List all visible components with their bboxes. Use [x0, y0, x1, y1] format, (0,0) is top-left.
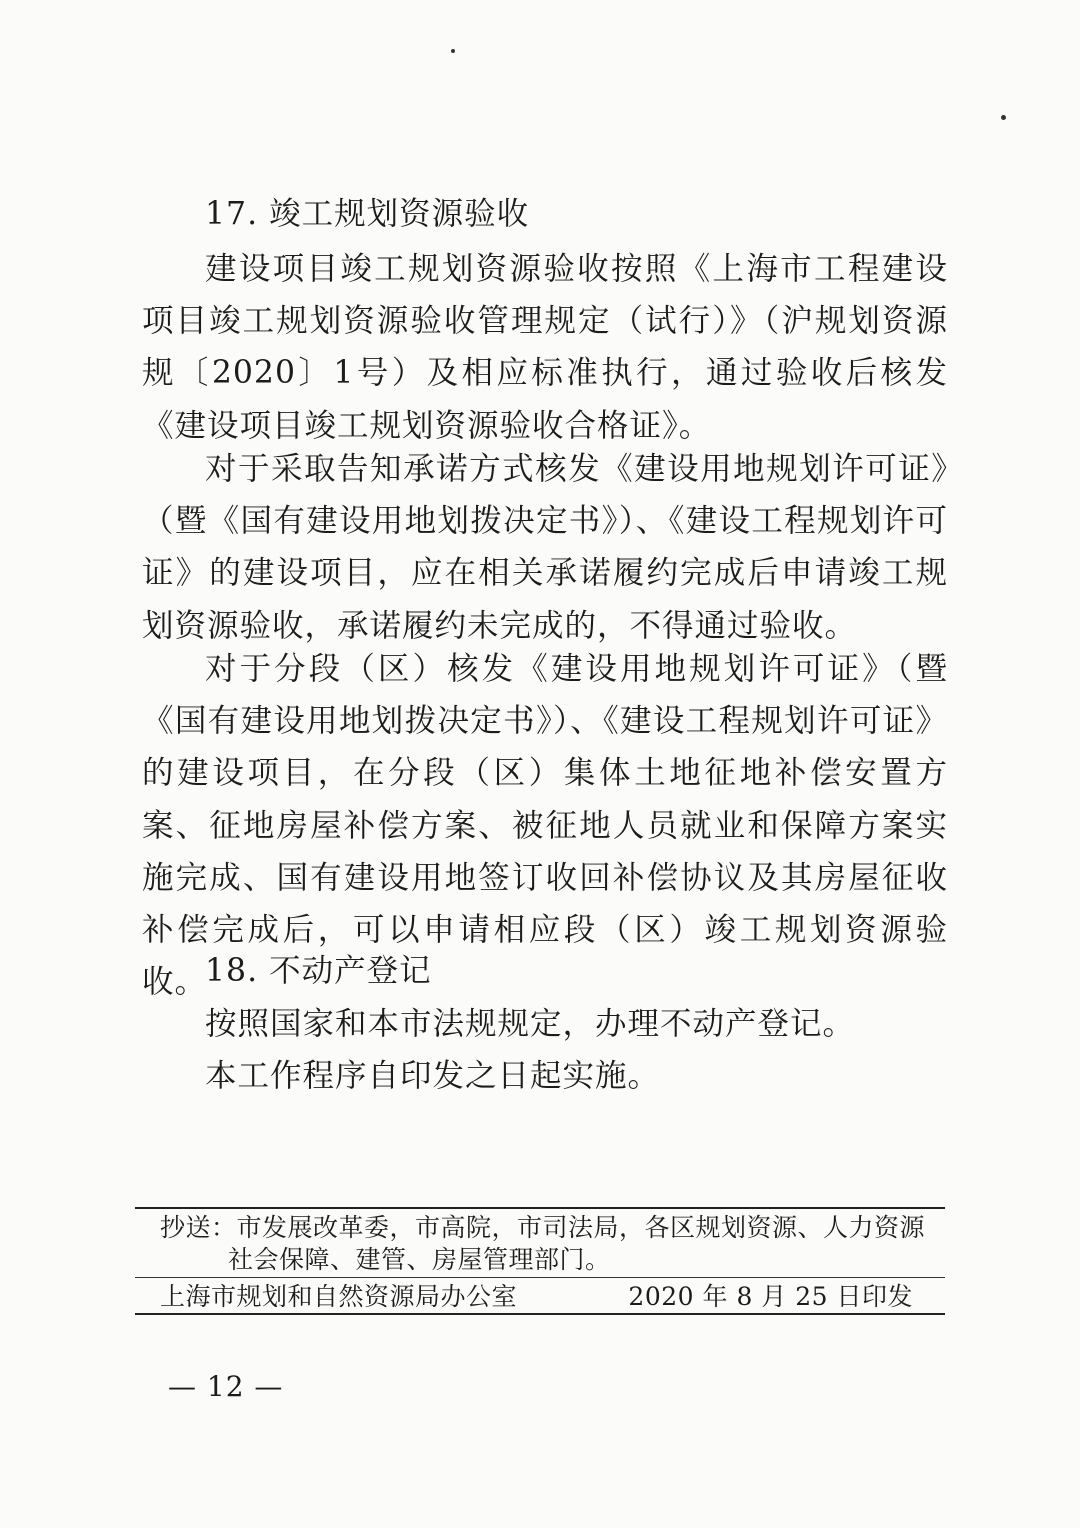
section-heading-17: 17. 竣工规划资源验收	[205, 196, 530, 232]
issue-date: 2020 年 8 月 25 日印发	[628, 1282, 913, 1311]
page-number: — 12 —	[168, 1370, 284, 1403]
cc-recipients-line2: 社会保障、建管、房屋管理部门。	[228, 1245, 611, 1274]
paragraph-commitment-projects: 对于采取告知承诺方式核发《建设用地规划许可证》（暨《国有建设用地划拨决定书》）、《建设工程规划许可证》的建设项目，应在相关承诺履约完成后申请竣工规划资源验收，承诺履约未完成的，不得通过验收。	[142, 451, 948, 644]
paragraph-phased-projects: 对于分段（区）核发《建设用地规划许可证》（暨《国有建设用地划拨决定书》）、《建设工程规划许可证》的建设项目，在分段（区）集体土地征地补偿安置方案、征地房屋补偿方案、被征地人员就业和保障方案实施完成、国有建设用地签订收回补偿协议及其房屋征收补偿完成后，可以申请相应段（区）竣工规划资源验收。	[142, 651, 948, 1001]
paragraph-effective-date: 本工作程序自印发之日起实施。	[205, 1058, 661, 1094]
paragraph-acceptance-rules: 建设项目竣工规划资源验收按照《上海市工程建设项目竣工规划资源验收管理规定（试行）》（沪规划资源规〔2020〕1号）及相应标准执行，通过验收后核发《建设项目竣工规划资源验收合格证》。	[142, 251, 948, 444]
footer-bottom-rule	[135, 1313, 945, 1315]
cc-recipients-line1: 抄送：市发展改革委，市高院，市司法局，各区规划资源、人力资源	[160, 1213, 926, 1242]
scan-speck	[1001, 115, 1006, 120]
footer-middle-rule	[135, 1277, 945, 1278]
paragraph-property-registration: 按照国家和本市法规规定，办理不动产登记。	[205, 1006, 856, 1042]
scan-speck	[451, 49, 455, 53]
issuing-office: 上海市规划和自然资源局办公室	[160, 1282, 518, 1311]
section-heading-18: 18. 不动产登记	[205, 953, 432, 989]
footer-top-rule	[135, 1207, 945, 1209]
